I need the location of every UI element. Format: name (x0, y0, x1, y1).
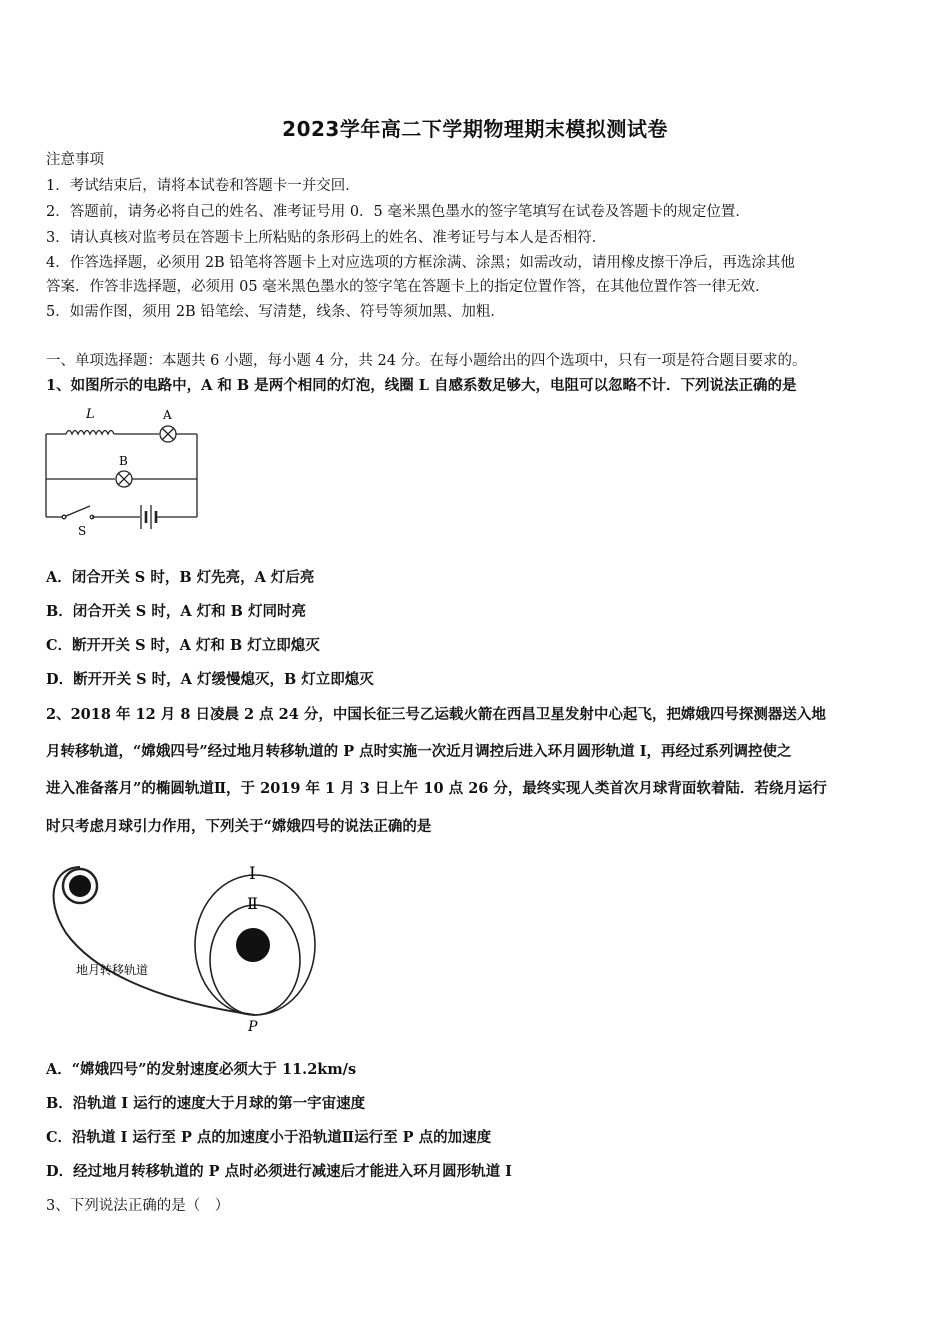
circuit-diagram (40, 400, 210, 540)
notice-item-4: 4．作答选择题，必须用 2B 铅笔将答题卡上对应选项的方框涂满、涂黑；如需改动，请用橡皮擦干净后，再选涂其他 (46, 255, 795, 271)
q2-option-c: C．沿轨道 I 运行至 P 点的加速度小于沿轨道Ⅱ运行至 P 点的加速度 (46, 1129, 492, 1146)
q1-option-d: D．断开开关 S 时，A 灯缓慢熄灭，B 灯立即熄灭 (46, 671, 374, 688)
notice-item-2: 2．答题前，请务必将自己的姓名、准考证号用 0．5 毫米黑色墨水的签字笔填写在试卷及答题卡的规定位置． (46, 204, 750, 220)
orbit-diagram (50, 855, 330, 1040)
q2-stem-line-2: 月转移轨道，“嫦娥四号”经过地月转移轨道的 P 点时实施一次近月调控后进入环月圆形轨道 I，再经过系列调控使之 (46, 743, 792, 760)
q1-option-c: C．断开开关 S 时，A 灯和 B 灯立即熄灭 (46, 637, 320, 654)
q1-option-b: B．闭合开关 S 时，A 灯和 B 灯同时亮 (46, 603, 306, 620)
section-heading: 一、单项选择题：本题共 6 小题，每小题 4 分，共 24 分。在每小题给出的四个选项中，只有一项是符合题目要求的。 (46, 353, 807, 369)
inductor-coil (66, 431, 114, 435)
q2-option-a: A．“嫦娥四号”的发射速度必须大于 11.2km/s (46, 1061, 357, 1078)
lamp-a-label: A (163, 408, 172, 422)
notice-item-4-cont: 答案．作答非选择题，必须用 05 毫米黑色墨水的签字笔在答题卡上的指定位置作答，在其他位置作答一律无效． (46, 279, 770, 295)
notice-item-1: 1．考试结束后，请将本试卷和答题卡一并交回． (46, 178, 360, 194)
notice-item-3: 3．请认真核对监考员在答题卡上所粘贴的条形码上的姓名、准考证号与本人是否相符． (46, 230, 607, 246)
moon-icon (236, 928, 270, 962)
q1-option-a: A．闭合开关 S 时，B 灯先亮，A 灯后亮 (46, 569, 315, 586)
q2-option-d: D．经过地月转移轨道的 P 点时必须进行减速后才能进入环月圆形轨道 I (46, 1163, 512, 1180)
notice-item-5: 5．如需作图，须用 2B 铅笔绘、写清楚，线条、符号等须加黑、加粗． (46, 304, 505, 320)
page-title: 2023学年高二下学期物理期末模拟测试卷 (282, 117, 668, 141)
q2-stem-line-1: 2、2018 年 12 月 8 日凌晨 2 点 24 分，中国长征三号乙运载火箭在西昌卫星发射中心起飞，把嫦娥四号探测器送入地 (46, 706, 826, 723)
orbit-ii-label: Ⅱ (247, 894, 258, 913)
point-p-label: P (248, 1019, 258, 1035)
orbit-i-label: I (249, 864, 256, 884)
q3-stem: 3、下列说法正确的是（ ） (46, 1198, 230, 1214)
transfer-orbit-label: 地月转移轨道 (76, 963, 149, 977)
q2-stem-line-3: 进入准备落月”的椭圆轨道Ⅱ，于 2019 年 1 月 3 日上午 10 点 26 分，最终实现人类首次月球背面软着陆．若绕月运行 (46, 780, 827, 797)
switch-s-icon (66, 506, 90, 516)
lamp-b-label: B (119, 454, 128, 468)
q1-stem: 1、如图所示的电路中，A 和 B 是两个相同的灯泡，线圈 L 自感系数足够大，电阻可以忽略不计．下列说法正确的是 (46, 377, 797, 394)
q2-option-b: B．沿轨道 I 运行的速度大于月球的第一宇宙速度 (46, 1095, 366, 1112)
coil-label: L (86, 407, 95, 422)
q2-stem-line-4: 时只考虑月球引力作用，下列关于“嫦娥四号的说法正确的是 (46, 818, 432, 835)
notice-heading: 注意事项 (46, 152, 104, 168)
switch-label: S (78, 524, 87, 538)
